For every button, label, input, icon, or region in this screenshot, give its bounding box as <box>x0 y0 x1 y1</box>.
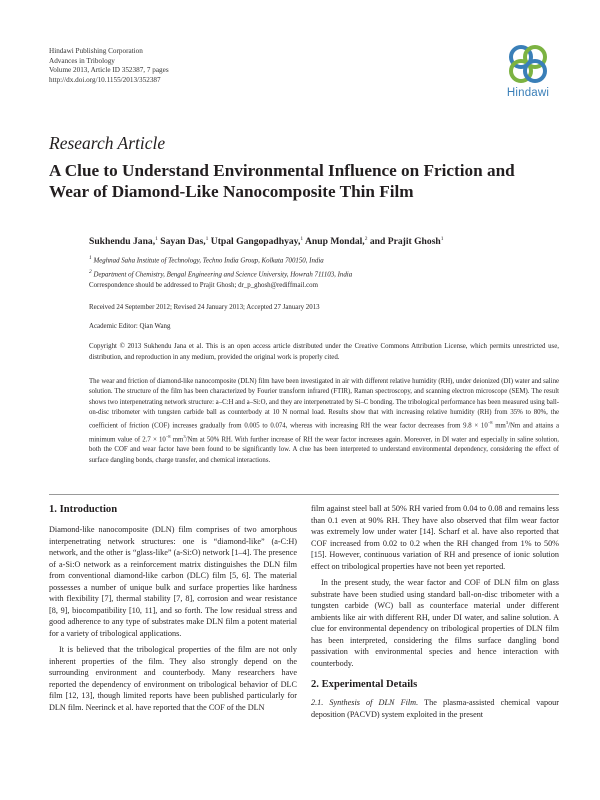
hindawi-rings-icon <box>504 40 552 88</box>
author-affil-mark: 1 <box>300 236 304 242</box>
intro-heading: 1. Introduction <box>49 504 118 515</box>
intro-paragraph: Diamond-like nanocomposite (DLN) film comprises of two amorphous interpenetrating network structures: one is “diamond-like” (a-C:H) network, and the other is “glass-like” (a-Si:O) network [1–4]. The presence of a-Si:O network as a reinforcement matrix distinguishes the DLN film from conventional diamond-like carbon (DLC) film [5, 6]. The material possesses a number of unique bulk and surface properties like hardness with flexibility [7], thermal stability [7, 8], corrosion and wear resistance [8, 9], biocompatibility [10, 11], and so forth. The low residual stress and good adherence to any type of substrates make DLN film a potent material for a variety of tribological applications. <box>49 525 297 638</box>
publisher-line: Hindawi Publishing Corporation <box>49 47 143 55</box>
title-line: Wear of Diamond-Like Nanocomposite Thin Film <box>49 182 414 201</box>
copyright-notice: Copyright © 2013 Sukhendu Jana et al. This is an open access article distributed under the Creative Commons Attribution License, which permits unrestricted use, distribution, and reproduction in any medium, provided the original work is properly cited. <box>89 343 559 361</box>
volume-line: Volume 2013, Article ID 352387, 7 pages <box>49 66 169 75</box>
journal-line: Advances in Tribology <box>49 56 115 65</box>
correspondence: Correspondence should be addressed to Prajit Ghosh; dr_p_ghosh@rediffmail.com <box>89 282 318 289</box>
right-column <box>311 503 559 720</box>
author-name: Sayan Das, <box>160 236 206 248</box>
affiliations <box>89 253 352 280</box>
abstract: The wear and friction of diamond-like nanocomposite (DLN) film have been investigated in air with different relative humidity (RH), under deionized (DI) water and saline solution. The structure of the film has been characterized by Fourier transform infrared (FTIR), Raman spectroscopy, and scanning electron microscope (SEM). The result shows two interpenetrating network structure: a–C:H and a–Si:O, and they are interpenetrated by Si–C bonding. The tribological performance has been measured using ball-on-disc tribometer with tungsten carbide ball as counterbody at 10 N normal load. Results show that with increasing relative humidity (RH) from 35% to 80%, the coefficient of friction (COF) increases gradually from 0.005 to 0.074, whereas with increasing RH the wear factor decreases from $9.8 \times 10^{-8}$ $mm^3/Nm$ and attains a minimum value of $2.7 \times 10^{-8}$ $mm^3/Nm$ at 50% RH. With further increase of RH the wear factor increases again. Moreover, in DI water and especially in saline solution, both the COF and wear factor have been found to be significantly low. A clue has been interpreted to understand environmental dependency, considering the effect of surface dangling bonds, charge transfer, and chemical interactions. <box>89 378 560 464</box>
hindawi-logo <box>498 40 558 110</box>
affiliation-line: $^1$ Meghnad Saha Institute of Technology, Techno India Group, Kolkata 700150, India <box>89 255 324 265</box>
article-title <box>49 160 569 202</box>
received-dates: Received 24 September 2012; Revised 24 January 2013; Accepted 27 January 2013 <box>89 304 320 311</box>
author-name: Anup Mondal, <box>304 236 365 248</box>
intro-paragraph: In the present study, the wear factor and COF of DLN film on glass substrate have been studied using standard ball-on-disc tribometer with a tungsten carbide (WC) ball as counterface material under different ambients like air with different RH, under DI water, and saline solution. A clue for environmental dependency on tribological properties of DLN film has been interpreted, considering the films surface dangling bond passivation with environmental species and hence interaction with counterbody. <box>311 578 559 668</box>
intro-paragraph: It is believed that the tribological properties of the film are not only inherent properties of the film. They also strongly depend on the surrounding environment and counterbody. Many researchers have reported the dependency of environment on tribological behavior of DLC film [12, 13], though limited reports have been published particularly for DLN film. Neerinck et al. have reported that the COF of the DLN <box>49 645 297 712</box>
author-affil-mark: 1 <box>155 236 158 242</box>
author-affil-mark: 1 <box>205 236 209 242</box>
journal-header <box>49 47 169 85</box>
author-affil-mark: 1 <box>440 236 444 242</box>
title-line: A Clue to Understand Environmental Influence on Friction and <box>49 161 515 180</box>
author-name: Sukhendu Jana, <box>89 236 156 248</box>
experimental-heading: 2. Experimental Details <box>311 679 418 690</box>
doi-link[interactable]: http://dx.doi.org/10.1155/2013/352387 <box>49 75 161 84</box>
academic-editor: Academic Editor: Qian Wang <box>89 323 171 330</box>
author-name: Utpal Gangopadhyay, <box>210 236 301 248</box>
affiliation-line: $^2$ Department of Chemistry, Bengal Engineering and Science University, Howrah 711103, India <box>89 268 353 278</box>
intro-paragraph: film against steel ball at 50% RH varied from 0.04 to 0.08 and remains less than 0.1 even at 90% RH. They have also observed that film wear factor was extremely low under water [14]. Scharf et al. have also reported that COF increased from 0.02 to 0.2 when the RH changed from 1% to 50% [15]. However, continuous variation of RH and presence of ionic solution effect on tribological properties have not been yet reported. <box>311 504 559 571</box>
author-affil-mark: 2 <box>364 236 368 242</box>
hindawi-wordmark: Hindawi <box>506 87 550 99</box>
experimental-paragraph: 2.1. Synthesis of DLN Film. The plasma-assisted chemical vapour deposition (PACVD) system exploited in the present <box>311 698 559 719</box>
author-name: and Prajit Ghosh <box>369 236 441 248</box>
article-type: Research Article <box>49 133 166 153</box>
left-column <box>49 503 297 713</box>
section-divider <box>49 494 559 495</box>
author-list <box>89 236 444 247</box>
subsection-title: 2.1. Synthesis of DLN Film. <box>311 698 419 707</box>
